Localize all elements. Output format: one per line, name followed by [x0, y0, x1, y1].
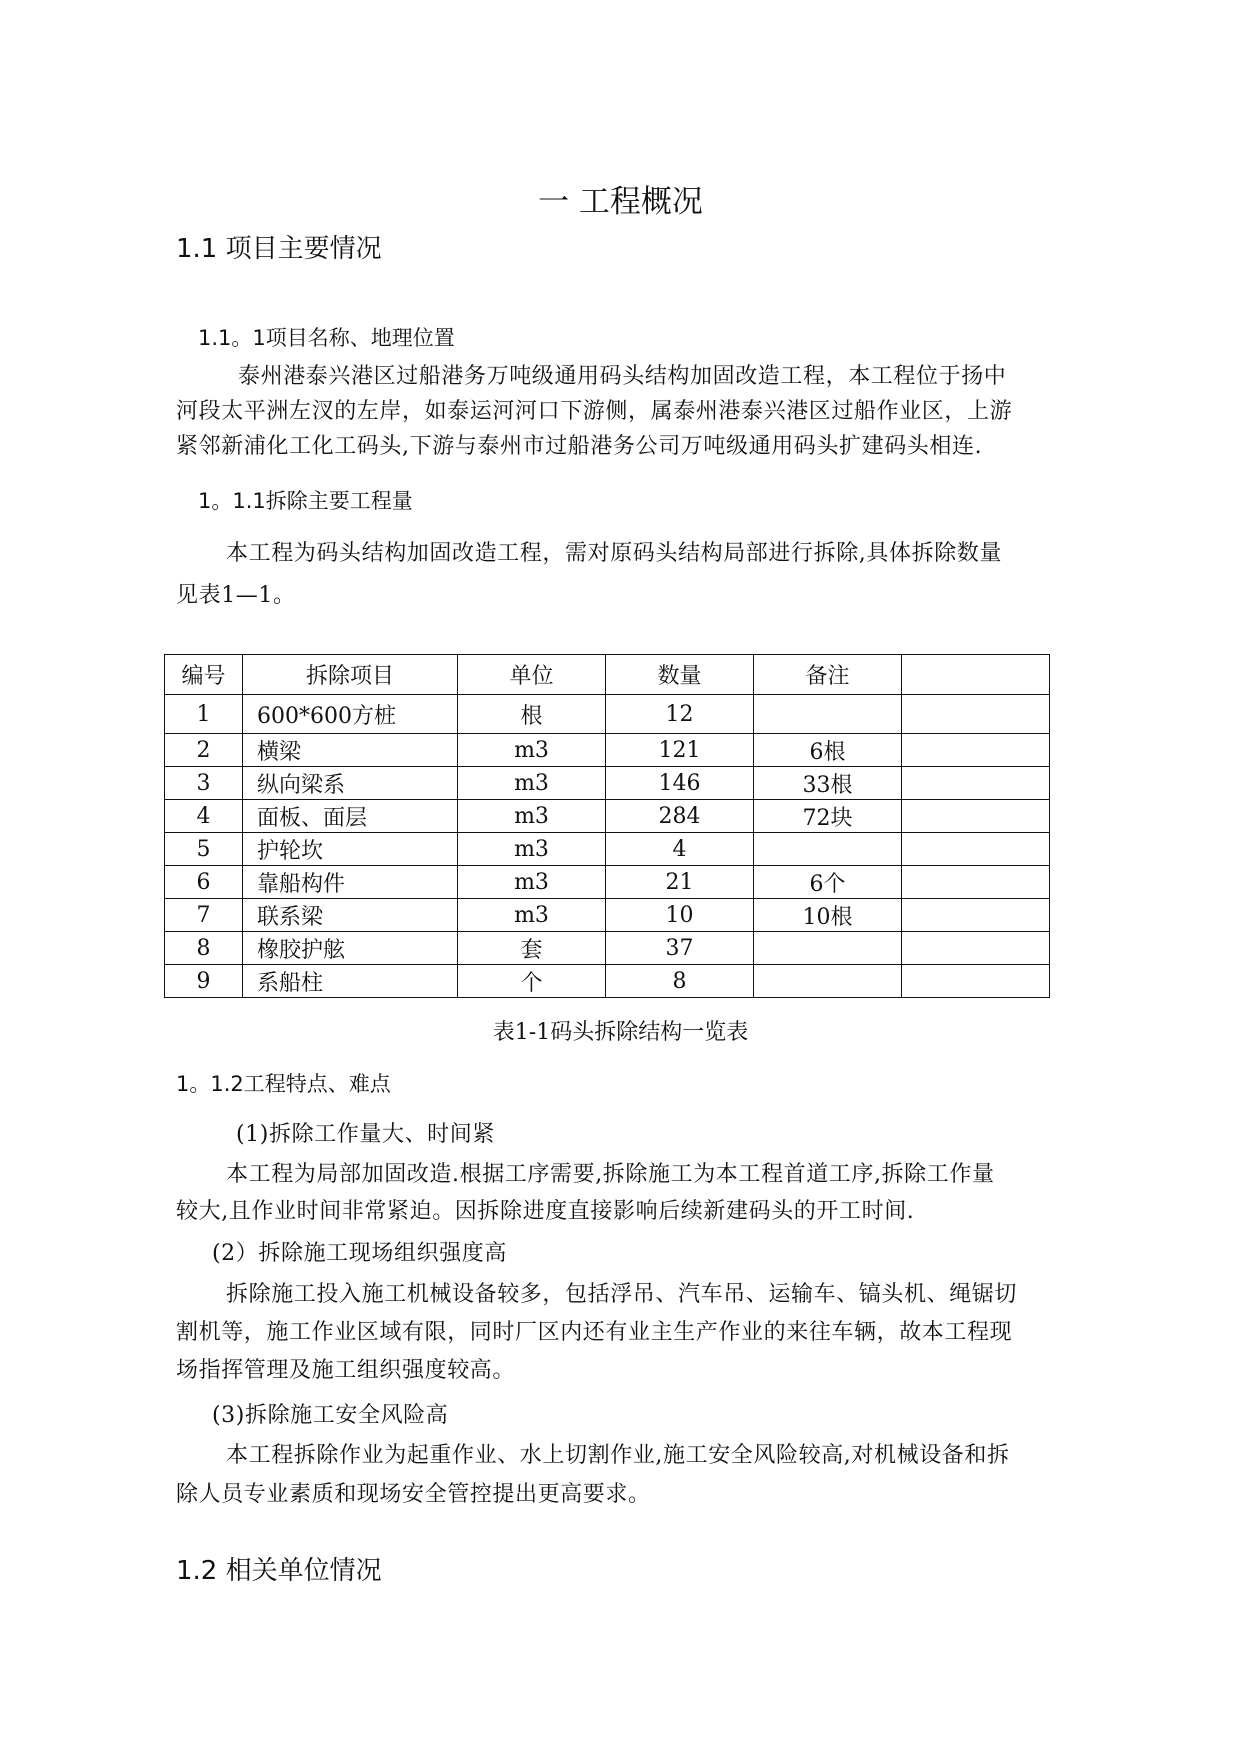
table-header-cell: 拆除项目 — [243, 655, 458, 695]
paragraph-line: 割机等，施工作业区域有限，同时厂区内还有业主生产作业的来往车辆，故本工程现 — [176, 1320, 1013, 1345]
table-row — [165, 695, 1050, 734]
table-cell: 10根 — [754, 899, 902, 932]
paragraph-line: 本工程为码头结构加固改造工程，需对原码头结构局部进行拆除,具体拆除数量 — [226, 541, 1002, 566]
table-cell: 个 — [458, 965, 606, 998]
table-cell — [902, 899, 1050, 932]
table-cell — [754, 965, 902, 998]
demolition-table — [164, 654, 1050, 998]
table-cell: 橡胶护舷 — [243, 932, 458, 965]
table-cell — [902, 833, 1050, 866]
table-header-row — [165, 655, 1050, 695]
table-cell: 6 — [165, 866, 243, 899]
table-header-cell: 编号 — [165, 655, 243, 695]
table-cell: 12 — [606, 695, 754, 734]
table-cell: 3 — [165, 767, 243, 800]
table-cell: 面板、面层 — [243, 800, 458, 833]
table-row — [165, 899, 1050, 932]
table-cell: 8 — [606, 965, 754, 998]
table-cell: 9 — [165, 965, 243, 998]
paragraph-line: 河段太平洲左汊的左岸，如泰运河河口下游侧，属泰州港泰兴港区过船作业区，上游 — [176, 399, 1013, 424]
table-cell: 系船柱 — [243, 965, 458, 998]
paragraph-line: 较大,且作业时间非常紧迫。因拆除进度直接影响后续新建码头的开工时间. — [176, 1199, 915, 1224]
table-cell: 横梁 — [243, 734, 458, 767]
table-cell: 4 — [606, 833, 754, 866]
table-cell: 4 — [165, 800, 243, 833]
table-cell — [754, 695, 902, 734]
table-row — [165, 800, 1050, 833]
table-cell: 靠船构件 — [243, 866, 458, 899]
table-row — [165, 833, 1050, 866]
subsection-heading-location: 1.1。1项目名称、地理位置 — [198, 326, 455, 350]
table-cell: m3 — [458, 833, 606, 866]
table-cell: 21 — [606, 866, 754, 899]
table-cell: 600*600方桩 — [243, 695, 458, 734]
table-cell: 8 — [165, 932, 243, 965]
paragraph-line: 除人员专业素质和现场安全管控提出更高要求。 — [176, 1482, 651, 1507]
table-cell: 10 — [606, 899, 754, 932]
table-cell: 根 — [458, 695, 606, 734]
table-cell: 146 — [606, 767, 754, 800]
table-cell — [754, 833, 902, 866]
table-row — [165, 866, 1050, 899]
table-cell — [902, 734, 1050, 767]
table-cell: 联系梁 — [243, 899, 458, 932]
table-cell — [902, 695, 1050, 734]
table-cell: m3 — [458, 800, 606, 833]
table-cell: 284 — [606, 800, 754, 833]
paragraph-line: 本工程拆除作业为起重作业、水上切割作业,施工安全风险较高,对机械设备和拆 — [226, 1443, 1010, 1468]
paragraph-line: 拆除施工投入施工机械设备较多，包括浮吊、汽车吊、运输车、镐头机、绳锯切 — [226, 1282, 1018, 1307]
feature-heading: (3)拆除施工安全风险高 — [212, 1403, 449, 1428]
table-cell — [902, 965, 1050, 998]
feature-heading: (2）拆除施工现场组织强度高 — [212, 1241, 507, 1266]
table-row — [165, 965, 1050, 998]
table-cell: 37 — [606, 932, 754, 965]
chapter-title: 一 工程概况 — [538, 184, 703, 220]
table-cell: 33根 — [754, 767, 902, 800]
table-cell: 6个 — [754, 866, 902, 899]
subsection-heading-demolition: 1。1.1拆除主要工程量 — [198, 489, 413, 513]
table-header-cell: 单位 — [458, 655, 606, 695]
table-header-cell — [902, 655, 1050, 695]
paragraph-line: 本工程为局部加固改造.根据工序需要,拆除施工为本工程首道工序,拆除工作量 — [226, 1162, 995, 1187]
table-cell — [902, 767, 1050, 800]
section-heading-1-2: 1.2 相关单位情况 — [176, 1556, 382, 1586]
table-header-cell: 备注 — [754, 655, 902, 695]
table-cell: 套 — [458, 932, 606, 965]
paragraph-line: 见表1—1。 — [176, 583, 296, 608]
table-header-cell: 数量 — [606, 655, 754, 695]
section-heading-1-1: 1.1 项目主要情况 — [176, 234, 382, 264]
table-cell: 72块 — [754, 800, 902, 833]
table-cell: m3 — [458, 734, 606, 767]
table-cell: 6根 — [754, 734, 902, 767]
table-cell: m3 — [458, 866, 606, 899]
subsection-heading-features: 1。1.2工程特点、难点 — [176, 1072, 391, 1096]
table-cell — [754, 932, 902, 965]
table-row — [165, 767, 1050, 800]
table-cell: 1 — [165, 695, 243, 734]
feature-heading: (1)拆除工作量大、时间紧 — [236, 1122, 495, 1147]
table-cell: m3 — [458, 899, 606, 932]
table-cell: 纵向梁系 — [243, 767, 458, 800]
table-cell — [902, 932, 1050, 965]
table-cell — [902, 800, 1050, 833]
table-cell: m3 — [458, 767, 606, 800]
table-cell: 护轮坎 — [243, 833, 458, 866]
paragraph-line: 紧邻新浦化工化工码头,下游与泰州市过船港务公司万吨级通用码头扩建码头相连. — [176, 434, 983, 459]
table-row — [165, 734, 1050, 767]
table-cell — [902, 866, 1050, 899]
paragraph-line: 场指挥管理及施工组织强度较高。 — [176, 1358, 516, 1383]
table-row — [165, 932, 1050, 965]
paragraph-line: 泰州港泰兴港区过船港务万吨级通用码头结构加固改造工程，本工程位于扬中 — [238, 364, 1007, 389]
table-cell: 7 — [165, 899, 243, 932]
table-cell: 2 — [165, 734, 243, 767]
table-cell: 5 — [165, 833, 243, 866]
table-caption: 表1-1码头拆除结构一览表 — [492, 1020, 749, 1045]
table-cell: 121 — [606, 734, 754, 767]
